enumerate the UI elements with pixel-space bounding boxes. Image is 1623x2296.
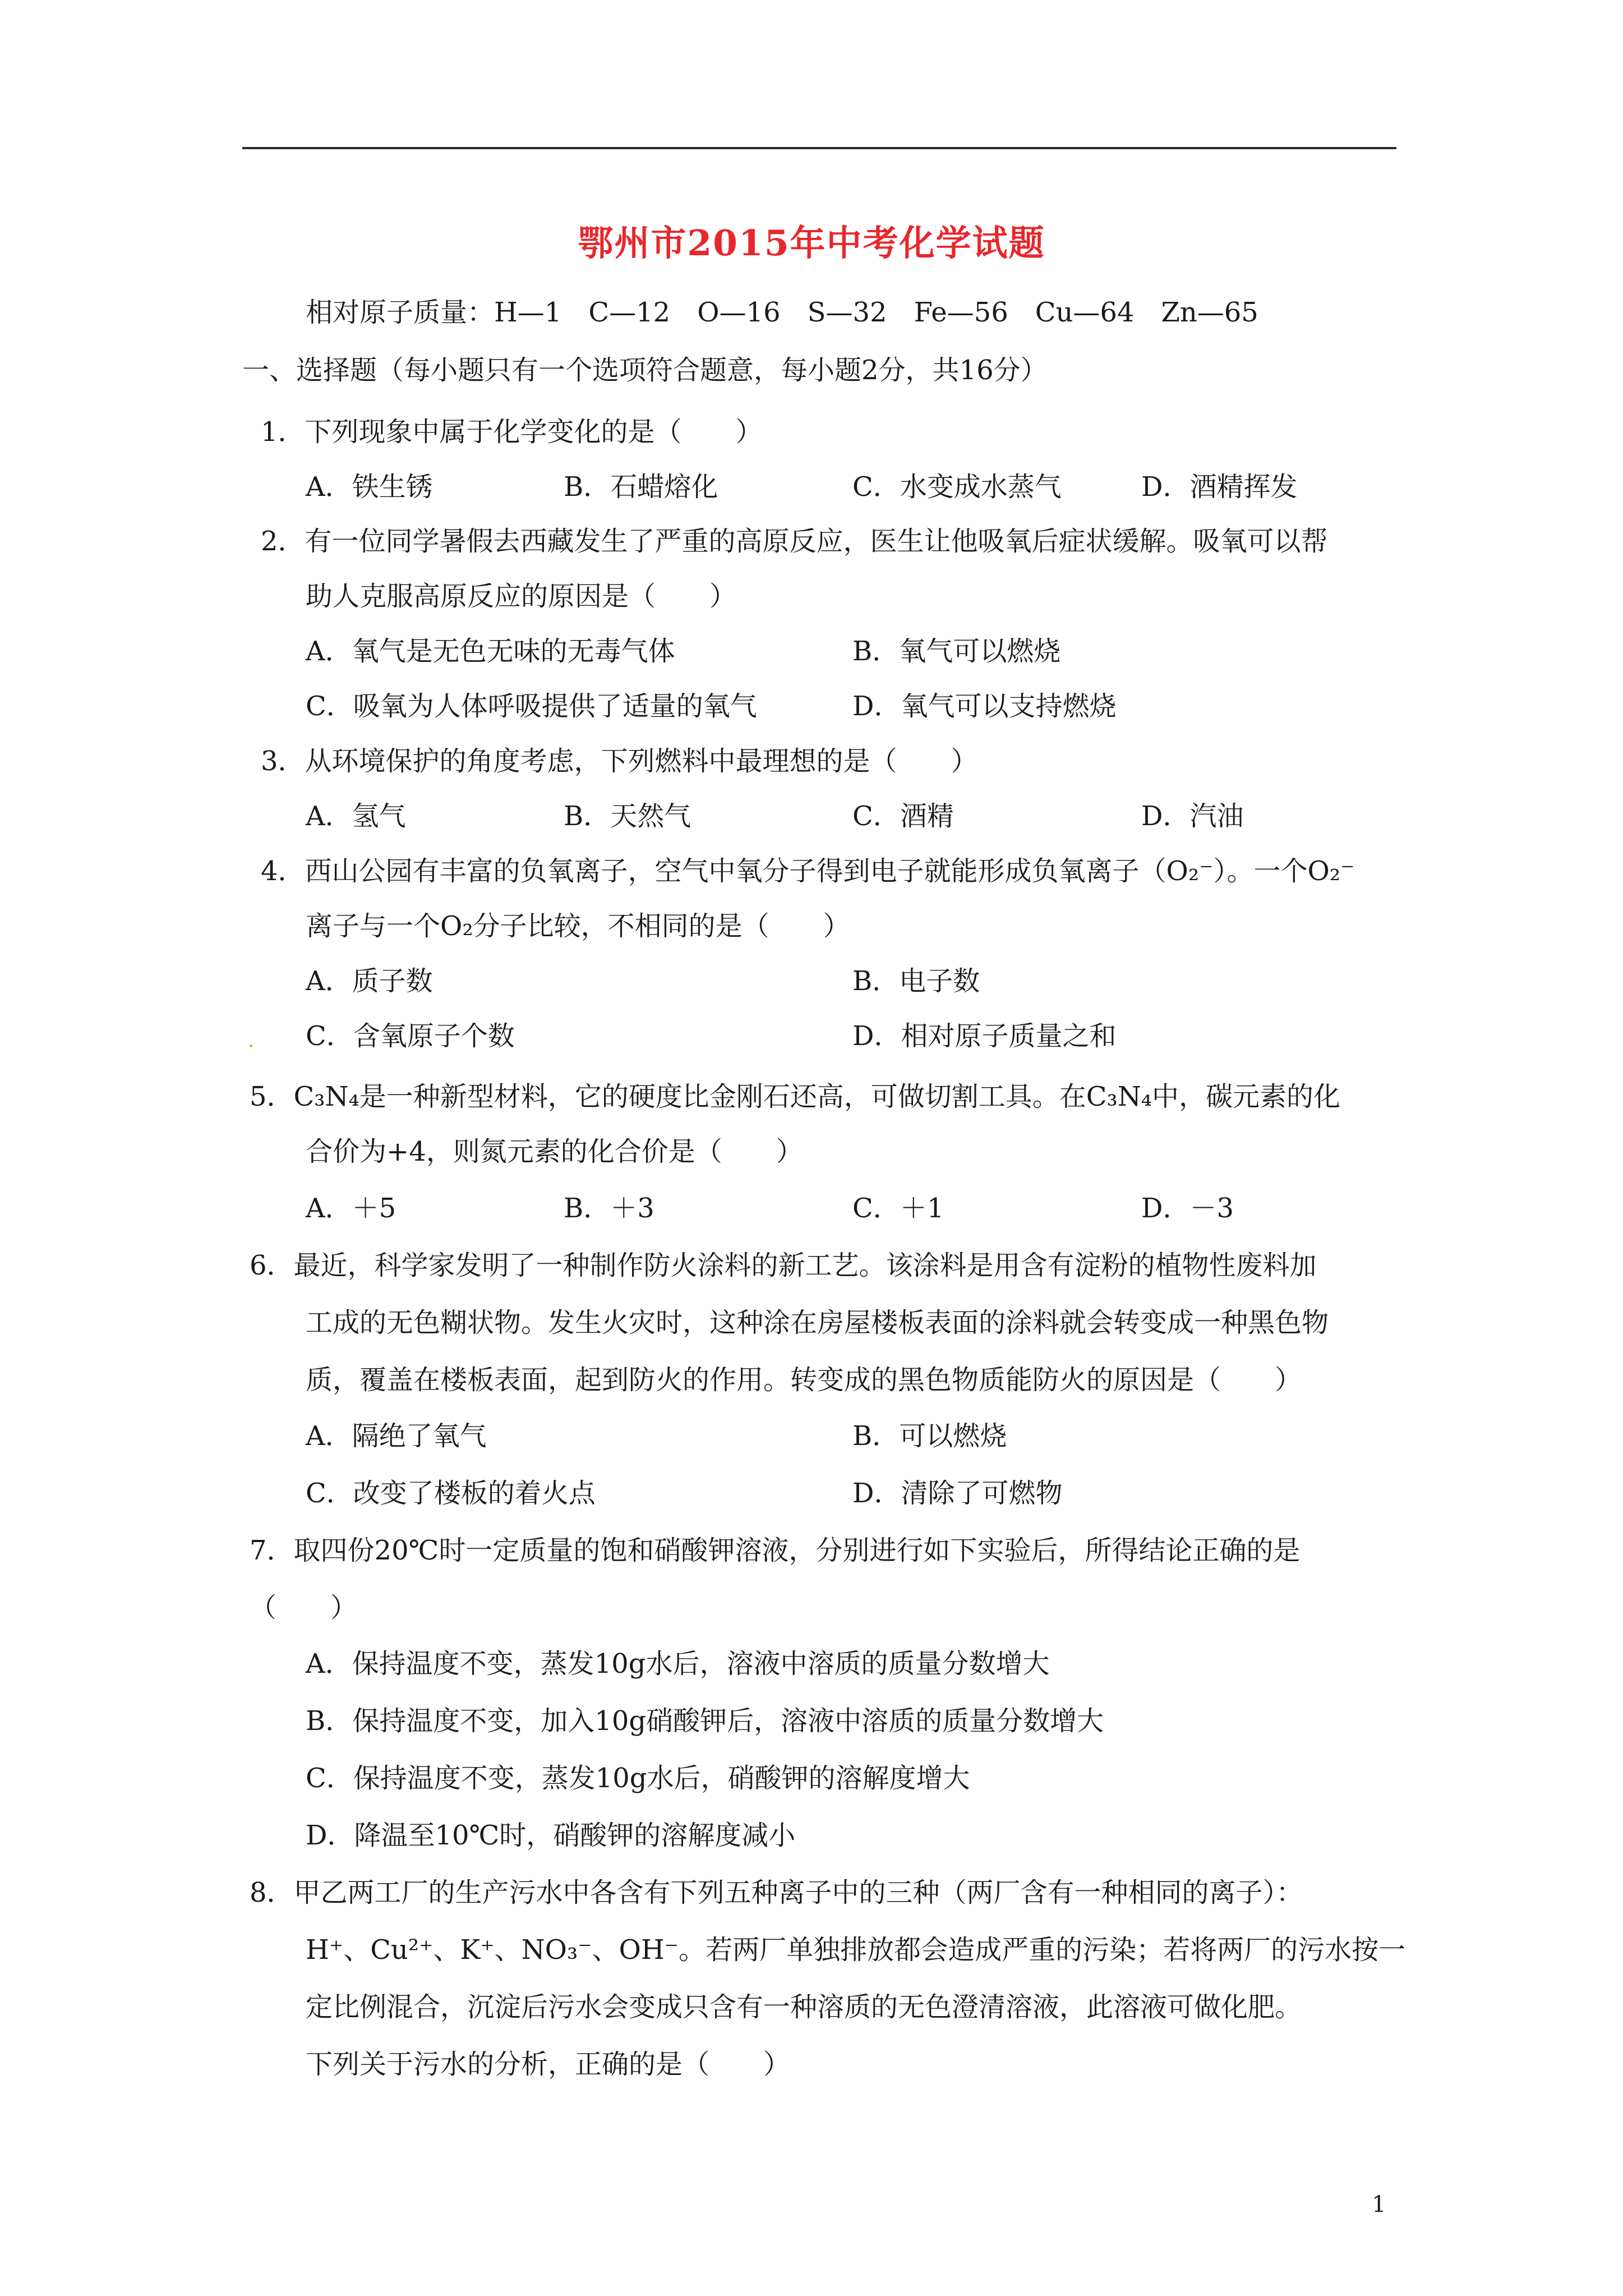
header-rule bbox=[242, 147, 1396, 149]
question-4-stem-cont: 离子与一个O₂分子比较，不相同的是（ ） bbox=[306, 910, 850, 942]
question-5-stem: 5．C₃N₄是一种新型材料，它的硬度比金刚石还高，可做切割工具。在C₃N₄中，碳元素的化 bbox=[250, 1081, 1340, 1112]
q5-option-d: D．－3 bbox=[1141, 1193, 1234, 1224]
q2-option-d: D．氧气可以支持燃烧 bbox=[852, 691, 1117, 722]
q3-option-a: A．氢气 bbox=[306, 800, 406, 832]
question-8-stem-cont-2: 定比例混合，沉淀后污水会变成只含有一种溶质的无色澄清溶液，此溶液可做化肥。 bbox=[306, 1991, 1302, 2023]
question-4-stem: 4．西山公园有丰富的负氧离子，空气中氧分子得到电子就能形成负氧离子（O₂⁻）。一个O₂⁻ bbox=[261, 855, 1355, 887]
q4-option-b: B．电子数 bbox=[852, 965, 980, 997]
q5-option-b: B．＋3 bbox=[564, 1193, 654, 1224]
question-5-stem-cont: 合价为+4，则氮元素的化合价是（ ） bbox=[306, 1136, 803, 1167]
q3-option-b: B．天然气 bbox=[564, 800, 691, 832]
q2-option-b: B．氧气可以燃烧 bbox=[852, 636, 1061, 667]
q1-option-d: D．酒精挥发 bbox=[1141, 471, 1298, 503]
question-8-stem: 8．甲乙两工厂的生产污水中各含有下列五种离子中的三种（两厂含有一种相同的离子）： bbox=[250, 1877, 1303, 1908]
q7-option-c: C．保持温度不变，蒸发10g水后，硝酸钾的溶解度增大 bbox=[306, 1763, 970, 1794]
question-2-stem-cont: 助人克服高原反应的原因是（ ） bbox=[306, 581, 737, 612]
q3-option-d: D．汽油 bbox=[1141, 800, 1244, 832]
q2-option-c: C．吸氧为人体呼吸提供了适量的氧气 bbox=[306, 691, 757, 722]
q6-option-d: D．清除了可燃物 bbox=[852, 1478, 1063, 1509]
q7-option-d: D．降温至10℃时，硝酸钾的溶解度减小 bbox=[306, 1820, 796, 1851]
question-1-stem: 1．下列现象中属于化学变化的是（ ） bbox=[261, 416, 763, 448]
q5-option-a: A．＋5 bbox=[306, 1193, 396, 1224]
question-6-stem: 6．最近，科学家发明了一种制作防火涂料的新工艺。该涂料是用含有淀粉的植物性废料加 bbox=[250, 1250, 1317, 1281]
q4-option-d: D．相对原子质量之和 bbox=[852, 1020, 1117, 1052]
question-7-stem-cont: （ ） bbox=[250, 1592, 358, 1623]
atomic-masses: 相对原子质量：H—1 C—12 O—16 S—32 Fe—56 Cu—64 Zn—65 bbox=[306, 297, 1258, 328]
q3-option-c: C．酒精 bbox=[852, 800, 954, 832]
question-7-stem: 7．取四份20℃时一定质量的饱和硝酸钾溶液，分别进行如下实验后，所得结论正确的是 bbox=[250, 1535, 1301, 1566]
page-title: 鄂州市2015年中考化学试题 bbox=[578, 222, 1045, 264]
q7-option-b: B．保持温度不变，加入10g硝酸钾后，溶液中溶质的质量分数增大 bbox=[306, 1705, 1104, 1737]
q4-option-c: C．含氧原子个数 bbox=[306, 1020, 515, 1052]
question-6-stem-cont-1: 工成的无色糊状物。发生火灾时，这种涂在房屋楼板表面的涂料就会转变成一种黑色物 bbox=[306, 1307, 1329, 1338]
q5-option-c: C．＋1 bbox=[852, 1193, 944, 1224]
speck-mark bbox=[250, 1045, 252, 1047]
q6-option-c: C．改变了楼板的着火点 bbox=[306, 1478, 596, 1509]
page-number: 1 bbox=[1372, 2192, 1386, 2217]
q6-option-b: B．可以燃烧 bbox=[852, 1420, 1007, 1452]
q4-option-a: A．质子数 bbox=[306, 965, 433, 997]
question-3-stem: 3．从环境保护的角度考虑，下列燃料中最理想的是（ ） bbox=[261, 746, 978, 777]
question-8-stem-cont-3: 下列关于污水的分析，正确的是（ ） bbox=[306, 2049, 791, 2080]
question-6-stem-cont-2: 质，覆盖在楼板表面，起到防火的作用。转变成的黑色物质能防火的原因是（ ） bbox=[306, 1364, 1302, 1396]
q2-option-a: A．氧气是无色无味的无毒气体 bbox=[306, 636, 675, 667]
section-heading: 一、选择题（每小题只有一个选项符合题意，每小题2分，共16分） bbox=[242, 355, 1048, 386]
question-8-stem-cont-1: H⁺、Cu²⁺、K⁺、NO₃⁻、OH⁻。若两厂单独排放都会造成严重的污染；若将两厂的污水按一 bbox=[306, 1934, 1406, 1966]
q6-option-a: A．隔绝了氧气 bbox=[306, 1420, 487, 1452]
q7-option-a: A．保持温度不变，蒸发10g水后，溶液中溶质的质量分数增大 bbox=[306, 1648, 1050, 1680]
q1-option-a: A．铁生锈 bbox=[306, 471, 433, 503]
q1-option-c: C．水变成水蒸气 bbox=[852, 471, 1062, 503]
q1-option-b: B．石蜡熔化 bbox=[564, 471, 718, 503]
question-2-stem: 2．有一位同学暑假去西藏发生了严重的高原反应，医生让他吸氧后症状缓解。吸氧可以帮 bbox=[261, 526, 1328, 557]
